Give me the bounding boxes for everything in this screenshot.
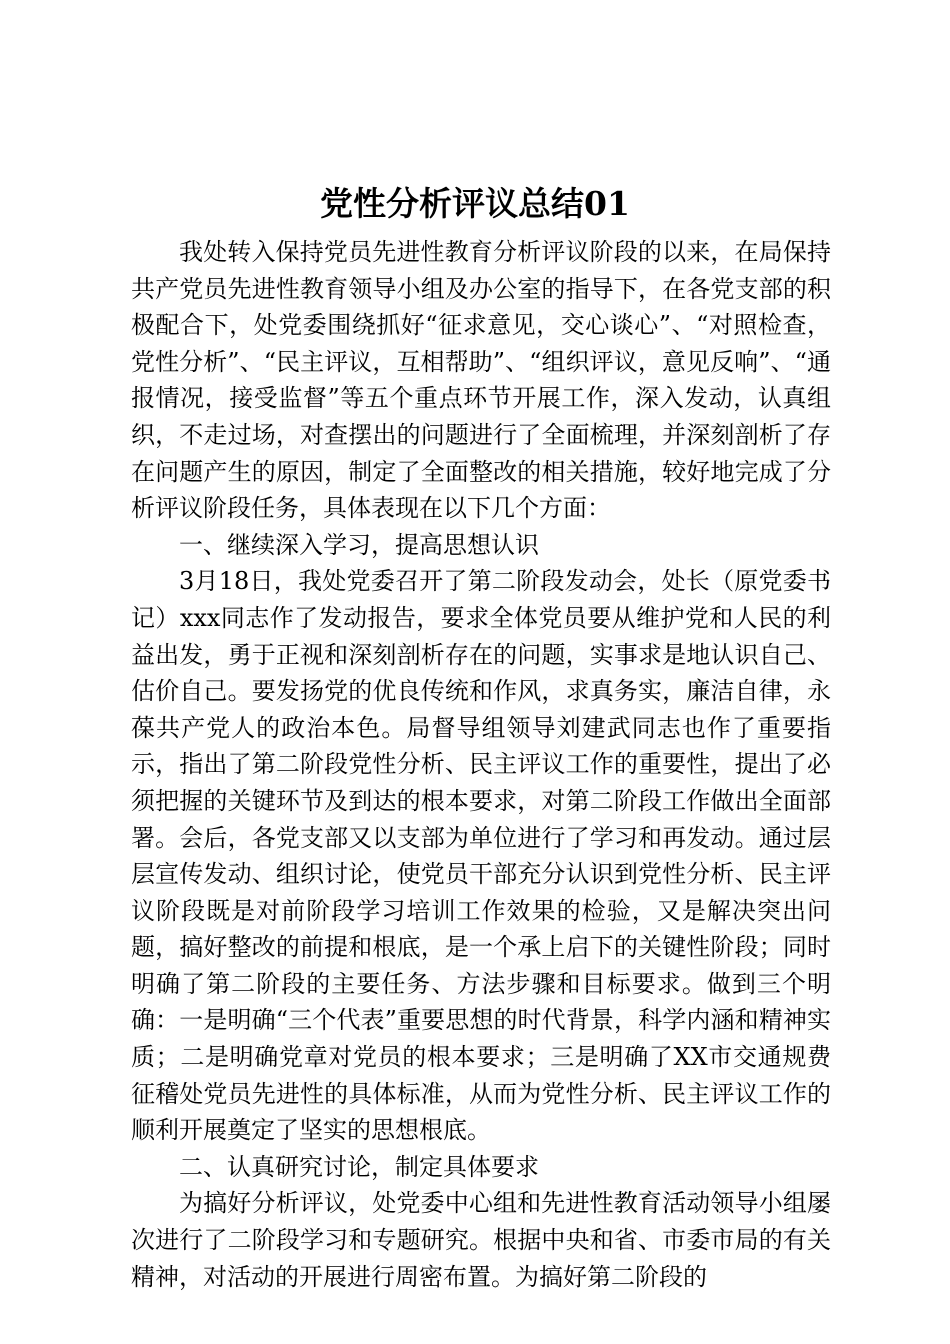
section-heading-1: 一、继续深入学习，提高思想认识 xyxy=(179,530,539,559)
intro-paragraph: 我处转入保持党员先进性教育分析评议阶段的以来，在局保持共产党员先进性教育领导小组及办公室的指导下，在各党支部的积极配合下，处党委围绕抓好“征求意见，交心谈心”、“对照检查，党性分析”、“民主评议，互相帮助”、“组织评议，意见反响”、“通报情况，接受监督”等五个重点环节开展工作，深入发动，认真组织，不走过场，对查摆出的问题进行了全面梳理，并深刻剖析了存在问题产生的原因，制定了全面整改的相关措施，较好地完成了分析评议阶段任务，具体表现在以下几个方面： xyxy=(131,238,831,523)
section-1-paragraph: 3月18日，我处党委召开了第二阶段发动会，处长（原党委书记）xxx同志作了发动报告，要求全体党员要从维护党和人民的利益出发，勇于正视和深刻剖析存在的问题，实事求是地认识自己、估价自己。要发扬党的优良传统和作风，求真务实，廉洁自律，永葆共产党人的政治本色。局督导组领导刘建武同志也作了重要指示，指出了第二阶段党性分析、民主评议工作的重要性，提出了必须把握的关键环节及到达的根本要求，对第二阶段工作做出全面部署。会后，各党支部又以支部为单位进行了学习和再发动。通过层层宣传发动、组织讨论，使党员干部充分认识到党性分析、民主评议阶段既是对前阶段学习培训工作效果的检验，又是解决突出问题，搞好整改的前提和根底，是一个承上启下的关键性阶段；同时明确了第二阶段的主要任务、方法步骤和目标要求。做到三个明确：一是明确“三个代表”重要思想的时代背景，科学内涵和精神实质；二是明确党章对党员的根本要求；三是明确了XX市交通规费征稽处党员先进性的具体标准，从而为党性分析、民主评议工作的顺利开展奠定了坚实的思想根底。 xyxy=(131,567,831,1145)
document-body xyxy=(131,234,831,1295)
section-heading-2: 二、认真研究讨论，制定具体要求 xyxy=(179,1152,539,1181)
document-title: 党性分析评议总结01 xyxy=(320,184,630,223)
section-2-paragraph: 为搞好分析评议，处党委中心组和先进性教育活动领导小组屡次进行了二阶段学习和专题研究。根据中央和省、市委市局的有关精神，对活动的开展进行周密布置。为搞好第二阶段的 xyxy=(131,1189,831,1291)
